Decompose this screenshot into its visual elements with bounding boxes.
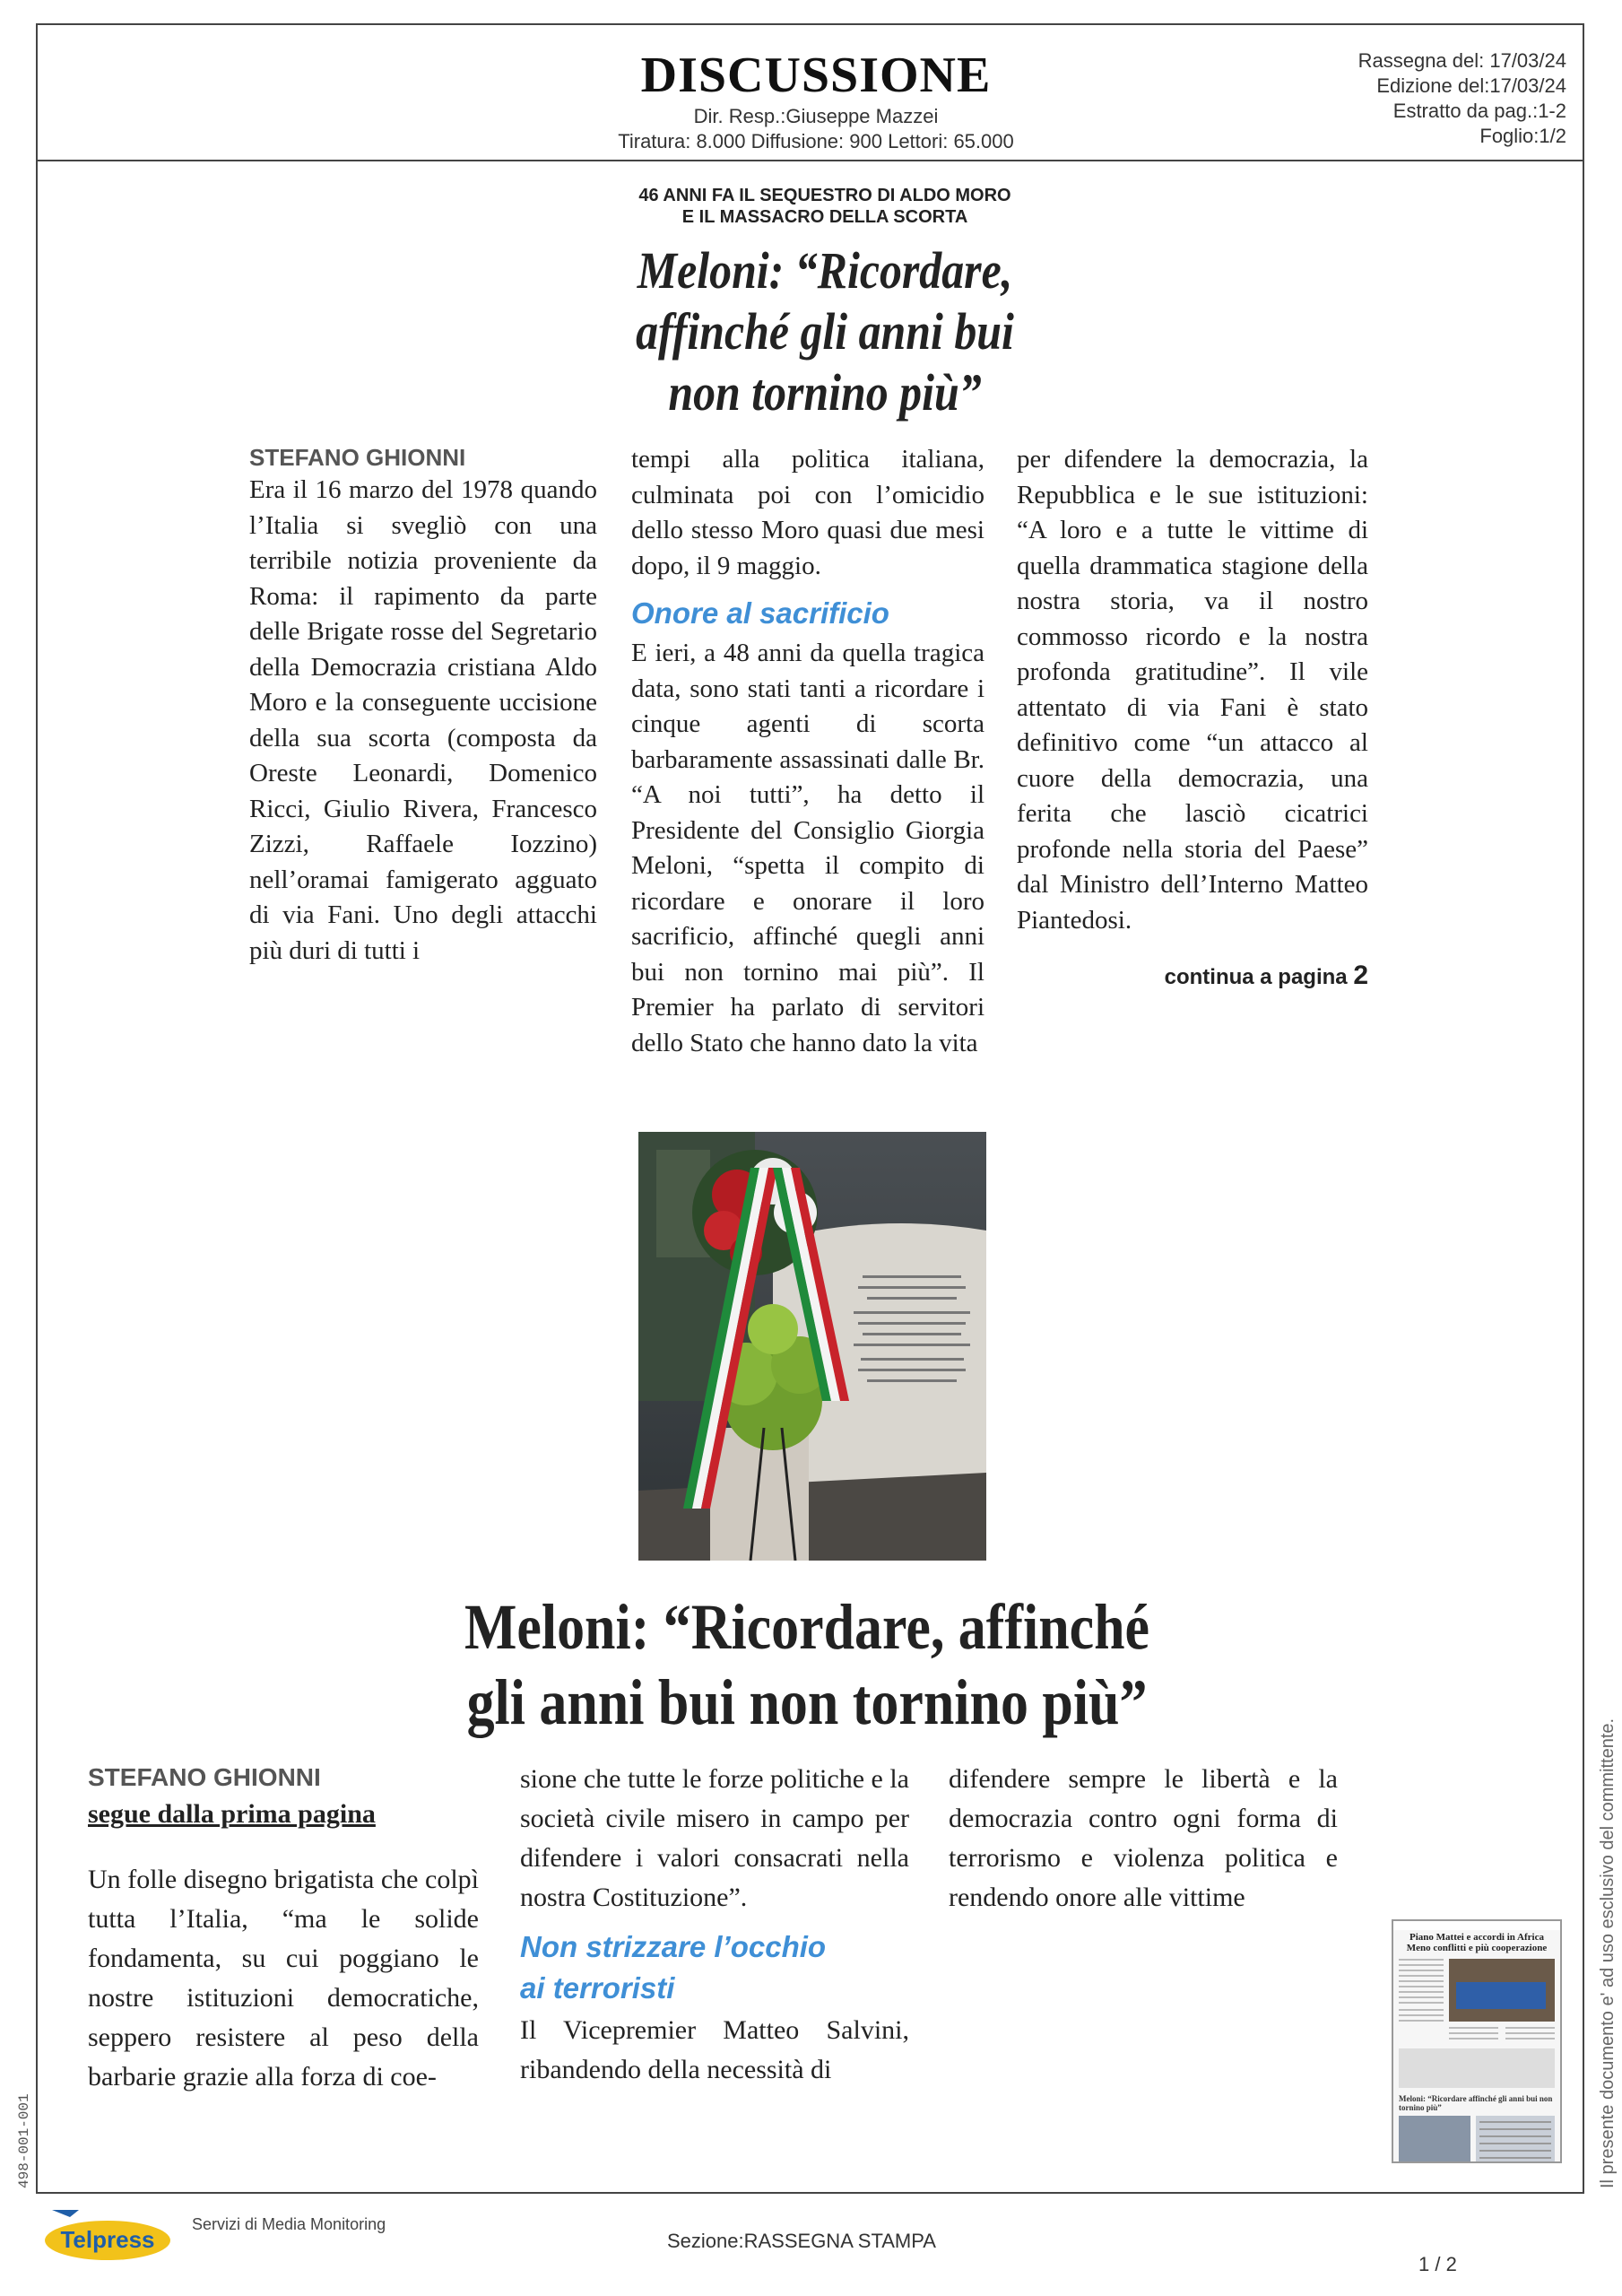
headline-line: Meloni: “Ricordare, <box>637 241 1013 300</box>
masthead <box>502 47 1130 154</box>
document-code: 498-001-001 <box>16 2093 32 2188</box>
article-headline <box>609 240 1041 423</box>
thumbnail-inner-headline: Meloni: “Ricordare affinché gli anni bui non tornino più” <box>1399 2094 1553 2112</box>
body-text: E ieri, a 48 anni da quella tragica data, sono stati tanti a ricordare i cinque agenti di scorta barbaramente assassinati dalle Br. “A noi tutti”, ha detto il Presidente del Consiglio Giorgia Meloni, “spetta il compito di ricordare e onorare il loro sacrificio, affinché quegli anni bui non tornino mai più”. Il Premier ha parlato di servitori dello Stato che hanno dato la vita <box>631 639 984 1057</box>
continue-page-number: 2 <box>1353 961 1368 990</box>
director-line: Dir. Resp.:Giuseppe Mazzei <box>693 105 939 127</box>
article-column-2 <box>631 442 984 1061</box>
continuation-column-2 <box>520 1760 909 2090</box>
edizione-date: Edizione del:17/03/24 <box>1376 74 1566 97</box>
thumbnail-layout-icon <box>1393 1955 1560 2090</box>
article-column-3 <box>1017 442 1368 996</box>
estratto-pages: Estratto da pag.:1-2 <box>1392 100 1566 122</box>
body-text: Un folle disegno brigatista che colpì tutta l’Italia, “ma le solide fondamenta, su cui poggiano le nostre istituzioni democratiche, seppero resistere al peso della barbarie grazie alla forza di coe- <box>88 1865 479 2092</box>
headline-line: gli anni bui non tornino più” <box>466 1666 1148 1738</box>
header-divider <box>38 160 1583 161</box>
memorial-wreath-photo <box>638 1132 986 1561</box>
subhead-line: Non strizzare l’occhio <box>520 1930 827 1963</box>
footer-services: Servizi di Media Monitoring <box>192 2215 386 2233</box>
author-byline: STEFANO GHIONNI <box>249 444 466 471</box>
thumbnail-bottom-icon <box>1393 2112 1560 2163</box>
article-continuation-headline <box>391 1589 1224 1740</box>
body-text: per difendere la democrazia, la Repubblica e le sue istituzioni: “A loro e a tutte le vittime di quella drammatica stagione della nostra storia, va il nostro commosso ricordo e la nostra profonda gratitudine”. Il vile attentato di via Fani è stato definitivo come “un attacco al cuore della democrazia, una ferita che lasciò cicatrici profonde nella storia del Paese” dal Ministro dell’Interno Matteo Piantedosi. <box>1017 445 1368 935</box>
subhead-line: ai terroristi <box>520 1971 675 2005</box>
body-text: Era il 16 marzo del 1978 quando l’Italia si svegliò con una terribile notizia proveniente da Roma: il rapimento da parte delle Brigate rosse del Segretario della Democrazia cristiana Aldo Moro e la conseguente uccisione della sua scorta (composta da Oreste Leonardi, Domenico Ricci, Giulio Rivera, Francesco Zizzi, Raffaele Iozzino) nell’oramai famigerato agguato di via Fani. Uno degli attacchi più duri di tutti i <box>249 475 597 965</box>
article-kicker <box>592 185 1058 228</box>
body-text: Il Vicepremier Matteo Salvini, ribandendo della necessità di <box>520 2015 909 2084</box>
author-byline: STEFANO GHIONNI <box>88 1763 321 1791</box>
kicker-line: 46 ANNI FA IL SEQUESTRO DI ALDO MORO <box>638 186 1011 205</box>
rassegna-date: Rassegna del: 17/03/24 <box>1357 49 1566 72</box>
body-text: sione che tutte le forze politiche e la società civile misero in campo per difendere i valori consacrati nella nostra Costituzione”. <box>520 1764 909 1912</box>
section-subhead <box>520 1926 909 2009</box>
headline-line: non tornino più” <box>668 363 982 422</box>
continuation-column-1 <box>88 1760 479 2097</box>
usage-disclaimer: Il presente documento e' ad uso esclusivo del committente. <box>1598 1718 1618 2188</box>
headline-line: affinché gli anni bui <box>636 302 1014 361</box>
continue-text: continua a pagina <box>1164 965 1348 989</box>
thumbnail-headline: Meno conflitti e più cooperazione <box>1406 1943 1548 1953</box>
footer-section: Sezione:RASSEGNA STAMPA <box>667 2230 936 2252</box>
article-column-1 <box>249 442 597 969</box>
thumbnail-headline: Piano Mattei e accordi in Africa <box>1409 1932 1544 1943</box>
press-review-meta <box>1358 48 1566 149</box>
continue-note <box>1017 958 1368 996</box>
body-text: tempi alla politica italiana, culminata poi con l’omicidio dello stesso Moro quasi due mesi dopo, il 9 maggio. <box>631 445 984 580</box>
footer-page-number: 1 / 2 <box>1418 2253 1457 2275</box>
newspaper-title: DISCUSSIONE <box>640 48 992 103</box>
kicker-line: E IL MASSACRO DELLA SCORTA <box>681 207 968 227</box>
circulation-line: Tiratura: 8.000 Diffusione: 900 Lettori: 65.000 <box>618 130 1014 152</box>
headline-line: Meloni: “Ricordare, affinché <box>464 1591 1150 1663</box>
page-2-thumbnail <box>1392 1919 1562 2163</box>
section-subhead: Onore al sacrificio <box>631 596 889 630</box>
svg-text:Telpress: Telpress <box>60 2226 155 2253</box>
continuation-column-3 <box>949 1760 1338 1918</box>
body-text: difendere sempre le libertà e la democrazia contro ogni forma di terrorismo e violenza politica e rendendo onore alle vittime <box>949 1764 1338 1912</box>
continued-from-front-page: segue dalla prima pagina <box>88 1799 376 1829</box>
telpress-logo <box>43 2205 178 2268</box>
foglio: Foglio:1/2 <box>1479 125 1566 147</box>
